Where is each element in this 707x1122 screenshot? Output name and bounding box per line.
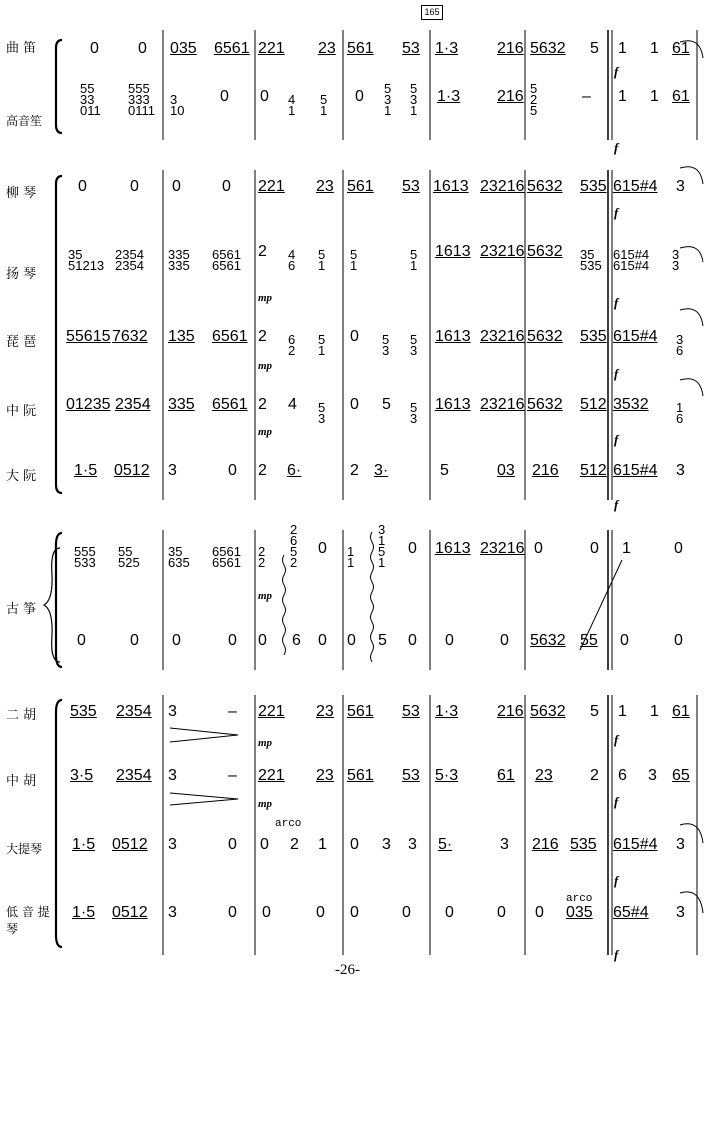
datiqin-note-14: 615#4 <box>613 836 658 853</box>
diyintiqin-note-5: 0 <box>316 904 325 921</box>
diyintiqin-note-12: 65#4 <box>613 904 649 921</box>
liuqin-note-8: 1613 <box>433 178 469 195</box>
label-zhongruan: 中 阮 <box>6 404 37 419</box>
gaoyinsheng-note-4: 0 <box>260 88 269 105</box>
zhonghu-note-7: 53 <box>402 767 420 784</box>
guzheng_lower-note-12: 5632 <box>530 632 566 649</box>
diyintiqin-note-13: 3 <box>676 904 685 921</box>
diyintiqin-note-11: 035 <box>566 904 593 921</box>
gaoyinsheng-note-9: 5 3 1 <box>410 81 418 118</box>
pipa-note-8: 5 3 <box>382 332 390 358</box>
liuqin-note-5: 23 <box>316 178 334 195</box>
daruan-note-3: 0 <box>228 462 237 479</box>
datiqin-note-10: 5· <box>438 836 453 853</box>
guzheng_upper-note-15: 0 <box>674 540 683 557</box>
yangqin-note-8: 5 1 <box>410 247 418 273</box>
pipa-note-15: 3 6 <box>676 332 684 358</box>
yangqin-note-11: 5632 <box>527 243 563 260</box>
qudi-note-1: 0 <box>138 40 147 57</box>
dynamic-mp: mp <box>258 292 273 304</box>
erhu-note-1: 2354 <box>116 703 152 720</box>
daruan-note-6: 2 <box>350 462 359 479</box>
guzheng_lower-note-4: 0 <box>258 632 267 649</box>
diyintiqin-note-3: 0 <box>228 904 237 921</box>
zhongruan-note-4: 2 <box>258 396 267 413</box>
dynamic-f: f <box>614 873 619 888</box>
dynamic-f: f <box>614 794 619 809</box>
guzheng_upper-note-8: 3 1 5 1 <box>378 522 386 570</box>
liuqin-note-2: 0 <box>172 178 181 195</box>
guzheng_upper-note-9: 0 <box>408 540 417 557</box>
gaoyinsheng-note-15: 1 <box>650 88 659 105</box>
zhongruan-note-15: 1 6 <box>676 400 684 426</box>
yangqin-note-7: 5 1 <box>350 247 358 273</box>
yangqin-note-12: 35 535 <box>580 247 602 273</box>
zhonghu-note-9: 61 <box>497 767 515 784</box>
zhongruan-note-9: 5 3 <box>410 400 418 426</box>
liuqin-note-4: 221 <box>258 178 285 195</box>
guzheng_upper-note-4: 2 2 <box>258 544 266 570</box>
guzheng_lower-note-6: 0 <box>318 632 327 649</box>
guzheng_upper-note-7: 1 1 <box>347 544 355 570</box>
erhu-note-3: – <box>228 703 237 720</box>
zhonghu-note-3: – <box>228 767 237 784</box>
liuqin-note-13: 3 <box>676 178 685 195</box>
datiqin-note-8: 3 <box>382 836 391 853</box>
label-diyintiqin: 低 音 提 琴 <box>6 905 50 936</box>
datiqin-note-1: 0512 <box>112 836 148 853</box>
diyintiqin-note-10: 0 <box>535 904 544 921</box>
dynamic-f: f <box>614 497 619 512</box>
qudi-note-0: 0 <box>90 40 99 57</box>
zhonghu-note-5: 23 <box>316 767 334 784</box>
pipa-note-5: 6 2 <box>288 332 296 358</box>
gaoyinsheng-note-2: 3 10 <box>170 92 185 118</box>
pipa-note-7: 0 <box>350 328 359 345</box>
daruan-note-7: 3· <box>374 462 389 479</box>
qudi-note-8: 1·3 <box>435 40 459 57</box>
datiqin-note-2: 3 <box>168 836 177 853</box>
datiqin-note-11: 3 <box>500 836 509 853</box>
guzheng_lower-note-14: 0 <box>620 632 629 649</box>
liuqin-note-11: 535 <box>580 178 607 195</box>
daruan-note-2: 3 <box>168 462 177 479</box>
erhu-note-7: 53 <box>402 703 420 720</box>
liuqin-note-0: 0 <box>78 178 87 195</box>
page-number: -26- <box>335 962 360 978</box>
dynamic-f: f <box>614 732 619 747</box>
zhonghu-note-6: 561 <box>347 767 374 784</box>
datiqin-note-9: 3 <box>408 836 417 853</box>
liuqin-note-10: 5632 <box>527 178 563 195</box>
dynamic-f: f <box>614 947 619 962</box>
gaoyinsheng-note-10: 1·3 <box>437 88 461 105</box>
datiqin-note-6: 1 <box>318 836 327 853</box>
qudi-note-3: 6561 <box>214 40 250 57</box>
liuqin-note-7: 53 <box>402 178 420 195</box>
qudi-note-14: 61 <box>672 40 690 57</box>
guzheng_upper-note-10: 1613 <box>435 540 471 557</box>
diyintiqin-note-4: 0 <box>262 904 271 921</box>
zhongruan-note-6: 5 3 <box>318 400 326 426</box>
qudi-note-10: 5632 <box>530 40 566 57</box>
liuqin-note-12: 615#4 <box>613 178 658 195</box>
guzheng_lower-note-0: 0 <box>77 632 86 649</box>
daruan-note-1: 0512 <box>114 462 150 479</box>
label-zhonghu: 中 胡 <box>6 774 37 789</box>
daruan-note-10: 216 <box>532 462 559 479</box>
zhongruan-note-14: 3532 <box>613 396 649 413</box>
yangqin-note-10: 23216 <box>480 243 525 260</box>
zhonghu-note-2: 3 <box>168 767 177 784</box>
dynamic-f: f <box>614 205 619 220</box>
yangqin-note-0: 35 51213 <box>68 247 105 273</box>
dynamic-f: f <box>614 64 619 79</box>
erhu-note-10: 5632 <box>530 703 566 720</box>
daruan-note-13: 3 <box>676 462 685 479</box>
gaoyinsheng-note-12: 5 2 5 <box>530 81 538 118</box>
guzheng_upper-note-12: 0 <box>534 540 543 557</box>
gaoyinsheng-note-13: – <box>582 88 591 105</box>
yangqin-note-9: 1613 <box>435 243 471 260</box>
diyintiqin-note-7: 0 <box>402 904 411 921</box>
datiqin-note-4: 0 <box>260 836 269 853</box>
datiqin-note-15: 3 <box>676 836 685 853</box>
pipa-note-4: 2 <box>258 328 267 345</box>
guzheng_lower-note-5: 6 <box>292 632 301 649</box>
guzheng_lower-note-2: 0 <box>172 632 181 649</box>
yangqin-note-6: 5 1 <box>318 247 326 273</box>
label-gaoyinsheng: 高音笙 <box>6 114 43 128</box>
datiqin-note-13: 535 <box>570 836 597 853</box>
gaoyinsheng-note-6: 5 1 <box>320 92 328 118</box>
erhu-note-6: 561 <box>347 703 374 720</box>
gaoyinsheng-note-3: 0 <box>220 88 229 105</box>
guzheng_lower-note-11: 0 <box>500 632 509 649</box>
daruan-note-0: 1·5 <box>74 462 98 479</box>
guzheng_upper-note-1: 55 525 <box>118 544 140 570</box>
yangqin-note-2: 335 335 <box>168 247 190 273</box>
pipa-note-12: 5632 <box>527 328 563 345</box>
erhu-note-0: 535 <box>70 703 97 720</box>
dynamic-mp: mp <box>258 590 273 602</box>
erhu-note-13: 1 <box>650 703 659 720</box>
zhonghu-note-10: 23 <box>535 767 553 784</box>
datiqin-note-7: 0 <box>350 836 359 853</box>
pipa-note-0: 55615 <box>66 328 111 345</box>
pipa-note-3: 6561 <box>212 328 248 345</box>
gaoyinsheng-note-14: 1 <box>618 88 627 105</box>
zhonghu-note-8: 5·3 <box>435 767 459 784</box>
liuqin-note-6: 561 <box>347 178 374 195</box>
pipa-note-6: 5 1 <box>318 332 326 358</box>
qudi-note-7: 53 <box>402 40 420 57</box>
dynamic-f: f <box>614 432 619 447</box>
gaoyinsheng-note-1: 555 333 0111 <box>128 81 155 118</box>
daruan-note-9: 03 <box>497 462 515 479</box>
diyintiqin-note-9: 0 <box>497 904 506 921</box>
erhu-note-2: 3 <box>168 703 177 720</box>
rehearsal-mark: 165 <box>421 5 443 20</box>
zhongruan-note-10: 1613 <box>435 396 471 413</box>
gaoyinsheng-note-8: 5 3 1 <box>384 81 392 118</box>
gaoyinsheng-note-7: 0 <box>355 88 364 105</box>
label-guzheng: 古 筝 <box>6 602 37 617</box>
guzheng_upper-note-2: 35 635 <box>168 544 190 570</box>
pipa-note-11: 23216 <box>480 328 525 345</box>
erhu-note-4: 221 <box>258 703 285 720</box>
erhu-note-9: 216 <box>497 703 524 720</box>
guzheng_lower-note-10: 0 <box>445 632 454 649</box>
zhongruan-note-2: 335 <box>168 396 195 413</box>
qudi-note-12: 1 <box>618 40 627 57</box>
gaoyinsheng-note-16: 61 <box>672 88 690 105</box>
pipa-note-2: 135 <box>168 328 195 345</box>
dynamic-f: f <box>614 366 619 381</box>
erhu-note-8: 1·3 <box>435 703 459 720</box>
zhonghu-note-4: 221 <box>258 767 285 784</box>
label-qudi: 曲 笛 <box>6 41 37 56</box>
gaoyinsheng-note-11: 216 <box>497 88 524 105</box>
guzheng_upper-note-11: 23216 <box>480 540 525 557</box>
erhu-note-14: 61 <box>672 703 690 720</box>
zhongruan-note-11: 23216 <box>480 396 525 413</box>
qudi-note-4: 221 <box>258 40 285 57</box>
liuqin-note-9: 23216 <box>480 178 525 195</box>
erhu-note-5: 23 <box>316 703 334 720</box>
dynamic-mp: mp <box>258 360 273 372</box>
daruan-note-5: 6· <box>287 462 302 479</box>
erhu-note-11: 5 <box>590 703 599 720</box>
guzheng_upper-note-3: 6561 6561 <box>212 544 241 570</box>
guzheng_lower-note-1: 0 <box>130 632 139 649</box>
gaoyinsheng-note-0: 55 33 011 <box>80 81 101 118</box>
diyintiqin-note-1: 0512 <box>112 904 148 921</box>
zhongruan-note-12: 5632 <box>527 396 563 413</box>
daruan-note-4: 2 <box>258 462 267 479</box>
guzheng_lower-note-8: 5 <box>378 632 387 649</box>
arco-mark: arco <box>275 818 302 830</box>
liuqin-note-3: 0 <box>222 178 231 195</box>
guzheng_lower-note-15: 0 <box>674 632 683 649</box>
qudi-note-13: 1 <box>650 40 659 57</box>
zhongruan-note-0: 01235 <box>66 396 111 413</box>
datiqin-note-3: 0 <box>228 836 237 853</box>
arco-mark: arco <box>566 893 593 905</box>
qudi-note-9: 216 <box>497 40 524 57</box>
guzheng_upper-note-14: 1 <box>622 540 631 557</box>
zhongruan-note-3: 6561 <box>212 396 248 413</box>
pipa-note-1: 7632 <box>112 328 148 345</box>
datiqin-note-5: 2 <box>290 836 299 853</box>
zhonghu-note-12: 6 <box>618 767 627 784</box>
dynamic-mp: mp <box>258 426 273 438</box>
diyintiqin-note-6: 0 <box>350 904 359 921</box>
gaoyinsheng-note-5: 4 1 <box>288 92 296 118</box>
qudi-note-5: 23 <box>318 40 336 57</box>
pipa-note-13: 535 <box>580 328 607 345</box>
zhongruan-note-8: 5 <box>382 396 391 413</box>
zhongruan-note-7: 0 <box>350 396 359 413</box>
guzheng_lower-note-3: 0 <box>228 632 237 649</box>
zhonghu-note-11: 2 <box>590 767 599 784</box>
dynamic-mp: mp <box>258 737 273 749</box>
label-datiqin: 大提琴 <box>6 842 43 856</box>
label-daruan: 大 阮 <box>6 469 37 484</box>
dynamic-f: f <box>614 140 619 155</box>
zhonghu-note-14: 65 <box>672 767 690 784</box>
dynamic-mp: mp <box>258 798 273 810</box>
zhonghu-note-13: 3 <box>648 767 657 784</box>
guzheng_upper-note-6: 0 <box>318 540 327 557</box>
daruan-note-12: 615#4 <box>613 462 658 479</box>
datiqin-note-0: 1·5 <box>72 836 96 853</box>
diyintiqin-note-2: 3 <box>168 904 177 921</box>
dynamic-f: f <box>614 295 619 310</box>
guzheng_upper-note-13: 0 <box>590 540 599 557</box>
liuqin-note-1: 0 <box>130 178 139 195</box>
label-pipa: 琵 琶 <box>6 335 37 350</box>
daruan-note-11: 512 <box>580 462 607 479</box>
yangqin-note-5: 4 6 <box>288 247 296 273</box>
yangqin-note-3: 6561 6561 <box>212 247 241 273</box>
yangqin-note-13: 615#4 615#4 <box>613 247 650 273</box>
guzheng_lower-note-7: 0 <box>347 632 356 649</box>
datiqin-note-12: 216 <box>532 836 559 853</box>
zhongruan-note-1: 2354 <box>115 396 151 413</box>
pipa-note-14: 615#4 <box>613 328 658 345</box>
qudi-note-2: 035 <box>170 40 197 57</box>
yangqin-note-1: 2354 2354 <box>115 247 144 273</box>
guzheng_upper-note-0: 555 533 <box>74 544 96 570</box>
zhongruan-note-13: 512 <box>580 396 607 413</box>
qudi-note-11: 5 <box>590 40 599 57</box>
pipa-note-9: 5 3 <box>410 332 418 358</box>
guzheng_lower-note-13: 55 <box>580 632 598 649</box>
label-liuqin: 柳 琴 <box>6 186 37 201</box>
erhu-note-12: 1 <box>618 703 627 720</box>
guzheng_upper-note-5: 2 6 5 2 <box>290 522 298 570</box>
qudi-note-6: 561 <box>347 40 374 57</box>
zhongruan-note-5: 4 <box>288 396 297 413</box>
daruan-note-8: 5 <box>440 462 449 479</box>
yangqin-note-14: 3 3 <box>672 247 680 273</box>
diyintiqin-note-0: 1·5 <box>72 904 96 921</box>
label-erhu: 二 胡 <box>6 708 37 723</box>
zhonghu-note-0: 3·5 <box>70 767 94 784</box>
yangqin-note-4: 2 <box>258 243 267 260</box>
label-yangqin: 扬 琴 <box>6 267 37 282</box>
pipa-note-10: 1613 <box>435 328 471 345</box>
diyintiqin-note-8: 0 <box>445 904 454 921</box>
zhonghu-note-1: 2354 <box>116 767 152 784</box>
guzheng_lower-note-9: 0 <box>408 632 417 649</box>
